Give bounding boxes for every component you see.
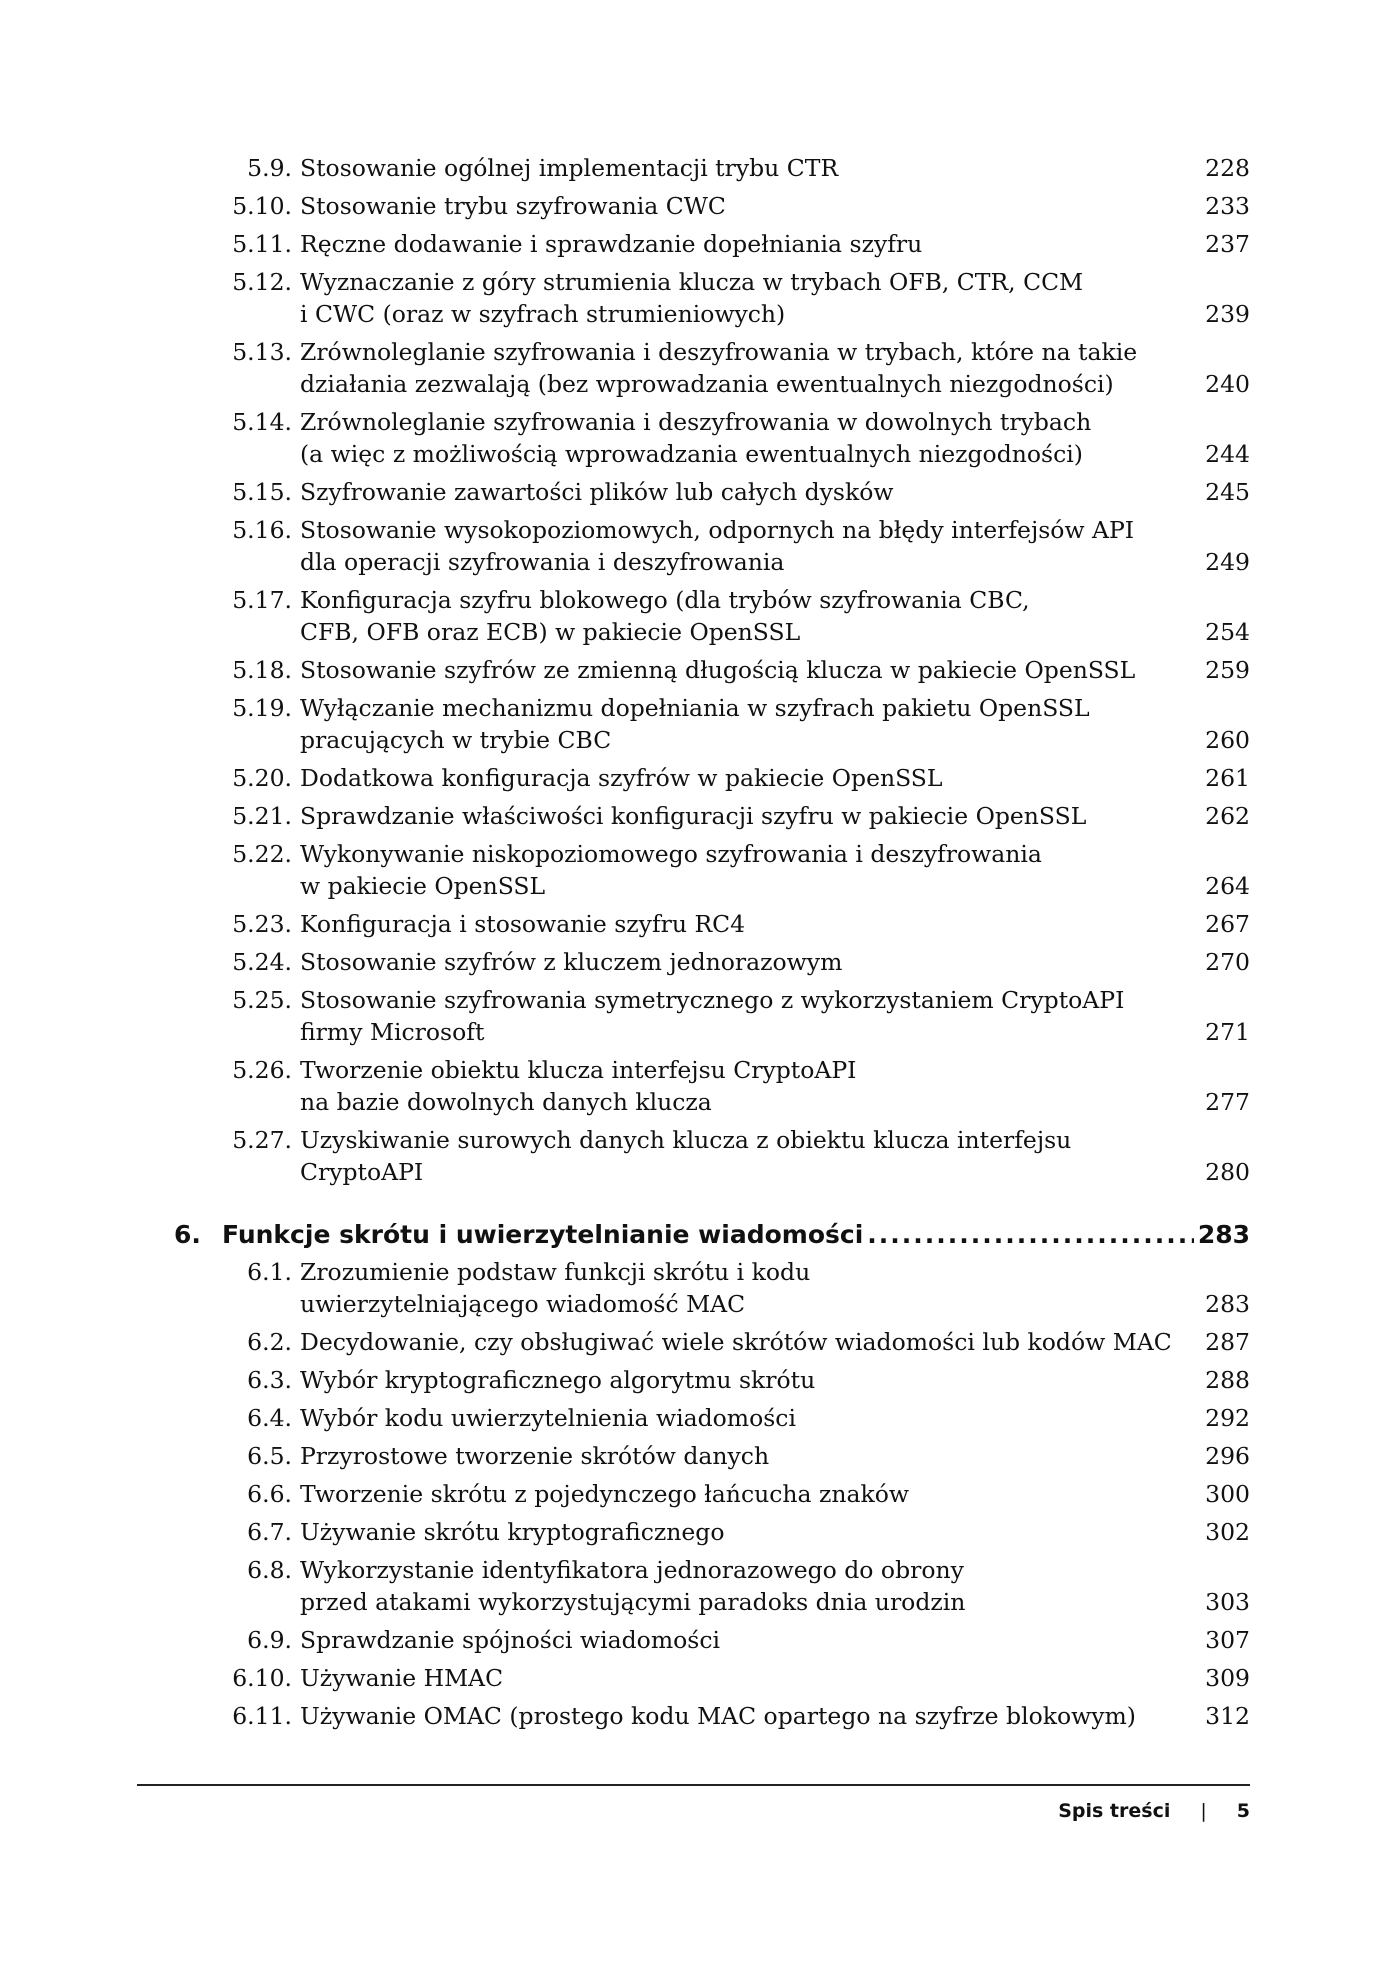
toc-entry-number: 5.21. <box>232 802 292 830</box>
toc-entry-number: 6.1. <box>247 1258 292 1286</box>
toc-entry-number: 5.19. <box>232 694 292 722</box>
toc-entry-title <box>300 1516 1188 1548</box>
toc-entry-page-number: 300 <box>1205 1480 1250 1508</box>
toc-entry[interactable] <box>174 266 1250 330</box>
toc-entry-page-number: 260 <box>1205 726 1250 754</box>
toc-entry[interactable] <box>174 190 1250 222</box>
toc-entry-title-line: Stosowanie szyfrów z kluczem jednorazowym <box>300 948 843 976</box>
toc-entry-number: 6.9. <box>247 1626 292 1654</box>
toc-entry-page-number: 288 <box>1205 1366 1250 1394</box>
toc-entry-page-number: 259 <box>1205 656 1250 684</box>
toc-entry-title <box>300 762 1188 794</box>
toc-entry-title-line: Szyfrowanie zawartości plików lub całych dysków <box>300 478 894 506</box>
toc-entry-page-number: 261 <box>1205 764 1250 792</box>
toc-entry-title-line: Używanie OMAC (prostego kodu MAC opartego na szyfrze blokowym) <box>300 1702 1136 1730</box>
toc-entry[interactable] <box>174 692 1250 756</box>
toc-entry-number: 5.16. <box>232 516 292 544</box>
toc-entry-title-line: firmy Microsoft <box>300 1018 485 1046</box>
toc-entry-title <box>300 692 1188 756</box>
toc-entry-page-number: 283 <box>1205 1290 1250 1318</box>
toc-entry-number: 6.4. <box>247 1404 292 1432</box>
toc-entry-number: 5.14. <box>232 408 292 436</box>
toc-entry-number: 5.23. <box>232 910 292 938</box>
toc-entry[interactable] <box>174 654 1250 686</box>
toc-entry[interactable] <box>174 1700 1250 1732</box>
toc-section-6-entries <box>174 1256 1250 1732</box>
toc-entry[interactable] <box>174 1124 1250 1188</box>
toc-entry-title <box>300 1124 1188 1188</box>
toc-entry[interactable] <box>174 514 1250 578</box>
toc-entry[interactable] <box>174 762 1250 794</box>
toc-entry-title-line: w pakiecie OpenSSL <box>300 872 546 900</box>
toc-entry-title-line: Stosowanie szyfrów ze zmienną długością klucza w pakiecie OpenSSL <box>300 656 1136 684</box>
toc-entry-title-line: Stosowanie szyfrowania symetrycznego z wykorzystaniem CryptoAPI <box>300 986 1125 1014</box>
toc-entry-number: 6.3. <box>247 1366 292 1394</box>
toc-entry-page-number: 239 <box>1205 300 1250 328</box>
table-of-contents <box>174 152 1250 1738</box>
toc-chapter-heading[interactable] <box>174 1218 1250 1252</box>
toc-entry-page-number: 262 <box>1205 802 1250 830</box>
toc-entry[interactable] <box>174 984 1250 1048</box>
toc-entry[interactable] <box>174 152 1250 184</box>
toc-entry-title <box>300 228 1188 260</box>
toc-entry-title-line: pracujących w trybie CBC <box>300 726 612 754</box>
toc-entry[interactable] <box>174 1054 1250 1118</box>
toc-entry-title <box>300 1326 1188 1358</box>
toc-entry-title-line: Stosowanie ogólnej implementacji trybu CTR <box>300 154 839 182</box>
toc-entry-title-line: Stosowanie wysokopoziomowych, odpornych na błędy interfejsów API <box>300 516 1135 544</box>
toc-entry-page-number: 287 <box>1205 1328 1250 1356</box>
toc-entry-title-line: dla operacji szyfrowania i deszyfrowania <box>300 548 785 576</box>
toc-entry[interactable] <box>174 1516 1250 1548</box>
toc-entry[interactable] <box>174 1624 1250 1656</box>
toc-entry-title-line: Konfiguracja i stosowanie szyfru RC4 <box>300 910 746 938</box>
toc-entry-title-line: Zrównoleglanie szyfrowania i deszyfrowania w trybach, które na takie <box>300 338 1138 366</box>
toc-entry-page-number: 307 <box>1205 1626 1250 1654</box>
toc-entry-title-line: przed atakami wykorzystującymi paradoks dnia urodzin <box>300 1588 966 1616</box>
toc-entry-page-number: 267 <box>1205 910 1250 938</box>
toc-entry-title <box>300 336 1188 400</box>
toc-entry[interactable] <box>174 1478 1250 1510</box>
toc-entry-title-line: na bazie dowolnych danych klucza <box>300 1088 712 1116</box>
chapter-number: 6. <box>174 1220 201 1249</box>
toc-entry-title-line: uwierzytelniającego wiadomość MAC <box>300 1290 746 1318</box>
toc-entry-title-line: Używanie skrótu kryptograficznego <box>300 1518 725 1546</box>
toc-entry-title-line: Decydowanie, czy obsługiwać wiele skrótów wiadomości lub kodów MAC <box>300 1328 1172 1356</box>
toc-entry-number: 5.9. <box>247 154 292 182</box>
toc-entry-title <box>300 908 1188 940</box>
toc-entry[interactable] <box>174 1662 1250 1694</box>
toc-entry-page-number: 296 <box>1205 1442 1250 1470</box>
toc-entry-title <box>300 984 1188 1048</box>
toc-entry[interactable] <box>174 1364 1250 1396</box>
toc-entry-page-number: 245 <box>1205 478 1250 506</box>
toc-entry-title <box>300 1402 1188 1434</box>
toc-entry-title <box>300 476 1188 508</box>
toc-entry-title <box>300 514 1188 578</box>
toc-entry-title <box>300 152 1188 184</box>
toc-entry-number: 5.24. <box>232 948 292 976</box>
toc-entry-title <box>300 1662 1188 1694</box>
toc-entry-page-number: 249 <box>1205 548 1250 576</box>
footer-separator: | <box>1200 1800 1207 1822</box>
toc-entry-title <box>300 1256 1188 1320</box>
toc-entry-title <box>300 266 1188 330</box>
toc-entry-title <box>300 654 1188 686</box>
toc-entry-title-line: Uzyskiwanie surowych danych klucza z obiektu klucza interfejsu CryptoAPI <box>300 1126 1072 1186</box>
footer-rule <box>137 1784 1250 1786</box>
toc-entry-number: 5.17. <box>232 586 292 614</box>
toc-entry[interactable] <box>174 1402 1250 1434</box>
toc-section-5-entries <box>174 152 1250 1188</box>
toc-entry-title-line: Wykorzystanie identyfikatora jednorazowego do obrony <box>300 1556 964 1584</box>
toc-entry-title-line: i CWC (oraz w szyfrach strumieniowych) <box>300 300 786 328</box>
toc-entry[interactable] <box>174 908 1250 940</box>
toc-entry-title <box>300 1700 1188 1732</box>
toc-entry-title <box>300 838 1188 902</box>
toc-entry-page-number: 264 <box>1205 872 1250 900</box>
toc-entry-page-number: 240 <box>1205 370 1250 398</box>
toc-entry-number: 6.11. <box>232 1702 292 1730</box>
toc-entry-title-line: Konfiguracja szyfru blokowego (dla trybów szyfrowania CBC, <box>300 586 1030 614</box>
toc-entry-title-line: Wyznaczanie z góry strumienia klucza w trybach OFB, CTR, CCM <box>300 268 1084 296</box>
toc-entry-title <box>300 1624 1188 1656</box>
toc-entry-number: 5.25. <box>232 986 292 1014</box>
toc-entry-number: 6.5. <box>247 1442 292 1470</box>
toc-entry-page-number: 244 <box>1205 440 1250 468</box>
chapter-page-number: 283 <box>1197 1220 1250 1249</box>
toc-entry-title-line: Wybór kodu uwierzytelnienia wiadomości <box>300 1404 796 1432</box>
toc-entry-title-line: działania zezwalają (bez wprowadzania ewentualnych niezgodności) <box>300 370 1114 398</box>
toc-entry-page-number: 254 <box>1205 618 1250 646</box>
page-footer <box>1058 1800 1250 1822</box>
toc-entry-title-line: Wykonywanie niskopoziomowego szyfrowania i deszyfrowania <box>300 840 1042 868</box>
toc-entry[interactable] <box>174 476 1250 508</box>
toc-entry-number: 6.8. <box>247 1556 292 1584</box>
toc-entry-title <box>300 800 1188 832</box>
toc-entry-title <box>300 1054 1188 1118</box>
toc-entry-title <box>300 584 1188 648</box>
toc-entry-number: 5.13. <box>232 338 292 366</box>
toc-entry-number: 5.20. <box>232 764 292 792</box>
toc-entry-number: 5.26. <box>232 1056 292 1084</box>
toc-entry-number: 6.7. <box>247 1518 292 1546</box>
toc-entry[interactable] <box>174 1554 1250 1618</box>
toc-entry-title-line: Sprawdzanie spójności wiadomości <box>300 1626 720 1654</box>
toc-entry-title-line: Wybór kryptograficznego algorytmu skrótu <box>300 1366 816 1394</box>
toc-entry[interactable] <box>174 1440 1250 1472</box>
toc-entry-page-number: 270 <box>1205 948 1250 976</box>
toc-entry-title <box>300 1440 1188 1472</box>
toc-entry[interactable] <box>174 946 1250 978</box>
toc-entry-page-number: 228 <box>1205 154 1250 182</box>
toc-entry-number: 6.10. <box>232 1664 292 1692</box>
footer-section-title: Spis treści <box>1058 1800 1171 1822</box>
toc-entry-number: 5.27. <box>232 1126 292 1154</box>
toc-entry-number: 5.10. <box>232 192 292 220</box>
toc-entry-page-number: 280 <box>1205 1158 1250 1186</box>
toc-entry-number: 5.22. <box>232 840 292 868</box>
toc-entry-title-line: Tworzenie skrótu z pojedynczego łańcucha znaków <box>300 1480 910 1508</box>
toc-entry-page-number: 312 <box>1205 1702 1250 1730</box>
toc-entry-title-line: Ręczne dodawanie i sprawdzanie dopełniania szyfru <box>300 230 923 258</box>
toc-entry[interactable] <box>174 584 1250 648</box>
toc-entry-number: 5.11. <box>232 230 292 258</box>
toc-entry-title <box>300 1364 1188 1396</box>
toc-entry-title-line: (a więc z możliwością wprowadzania ewentualnych niezgodności) <box>300 440 1083 468</box>
toc-entry-page-number: 292 <box>1205 1404 1250 1432</box>
toc-entry-title-line: Używanie HMAC <box>300 1664 504 1692</box>
toc-entry-page-number: 271 <box>1205 1018 1250 1046</box>
chapter-title: Funkcje skrótu i uwierzytelnianie wiadomości <box>222 1220 864 1249</box>
leader-dots <box>867 1218 1194 1252</box>
toc-entry-number: 5.15. <box>232 478 292 506</box>
toc-entry-number: 6.2. <box>247 1328 292 1356</box>
toc-entry-title-line: Tworzenie obiektu klucza interfejsu CryptoAPI <box>300 1056 857 1084</box>
toc-entry-title <box>300 1554 1188 1618</box>
toc-entry-title-line: Wyłączanie mechanizmu dopełniania w szyfrach pakietu OpenSSL <box>300 694 1090 722</box>
toc-entry-number: 5.18. <box>232 656 292 684</box>
toc-entry-page-number: 309 <box>1205 1664 1250 1692</box>
toc-entry-title-line: Stosowanie trybu szyfrowania CWC <box>300 192 726 220</box>
toc-entry[interactable] <box>174 336 1250 400</box>
toc-entry-title-line: Dodatkowa konfiguracja szyfrów w pakiecie OpenSSL <box>300 764 943 792</box>
toc-entry-number: 6.6. <box>247 1480 292 1508</box>
toc-entry[interactable] <box>174 406 1250 470</box>
toc-entry-page-number: 302 <box>1205 1518 1250 1546</box>
toc-entry-page-number: 277 <box>1205 1088 1250 1116</box>
toc-entry-number: 5.12. <box>232 268 292 296</box>
footer-page-number: 5 <box>1236 1800 1250 1822</box>
toc-entry-page-number: 303 <box>1205 1588 1250 1616</box>
toc-entry-title-line: Przyrostowe tworzenie skrótów danych <box>300 1442 770 1470</box>
toc-entry[interactable] <box>174 800 1250 832</box>
toc-entry[interactable] <box>174 1326 1250 1358</box>
toc-entry-title-line: Zrównoleglanie szyfrowania i deszyfrowania w dowolnych trybach <box>300 408 1092 436</box>
toc-entry-title-line: CFB, OFB oraz ECB) w pakiecie OpenSSL <box>300 618 801 646</box>
toc-entry-title <box>300 946 1188 978</box>
toc-entry-title-line: Zrozumienie podstaw funkcji skrótu i kodu <box>300 1258 811 1286</box>
toc-entry-page-number: 233 <box>1205 192 1250 220</box>
toc-entry[interactable] <box>174 838 1250 902</box>
toc-entry[interactable] <box>174 1256 1250 1320</box>
toc-entry-title <box>300 190 1188 222</box>
toc-entry-title <box>300 1478 1188 1510</box>
toc-entry[interactable] <box>174 228 1250 260</box>
toc-entry-page-number: 237 <box>1205 230 1250 258</box>
toc-entry-title <box>300 406 1188 470</box>
toc-entry-title-line: Sprawdzanie właściwości konfiguracji szyfru w pakiecie OpenSSL <box>300 802 1087 830</box>
